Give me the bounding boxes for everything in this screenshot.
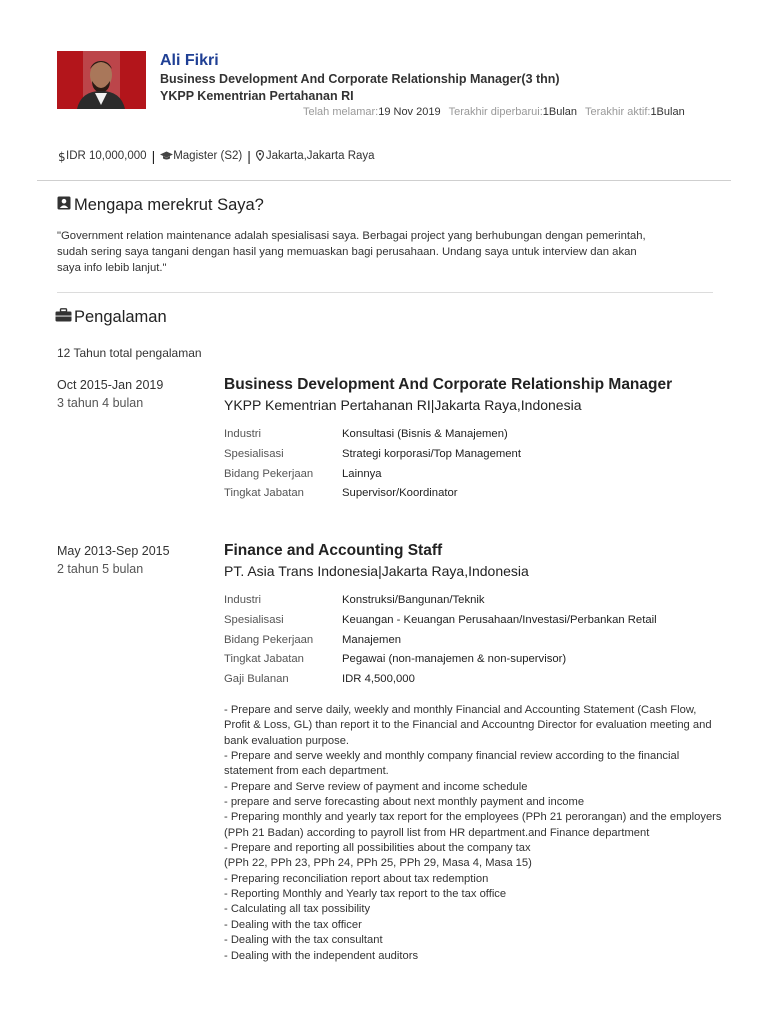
job-company: PT. Asia Trans Indonesia|Jakarta Raya,Indonesia: [224, 563, 529, 579]
description-line: - Prepare and serve daily, weekly and monthly Financial and Accounting Statement (Cash Flow, Profit & Loss, GL) than report it to the Financial and Accountng Director for evaluation meeting and bank evaluation purpose.: [224, 704, 712, 747]
description-line: - Prepare and serve weekly and monthly company financial review according to the financial statement from each department.: [224, 750, 680, 778]
job-details: [224, 594, 657, 693]
detail-value: Strategi korporasi/Top Management: [342, 447, 521, 460]
detail-row: [224, 653, 657, 673]
briefcase-icon: [55, 308, 72, 327]
separator: |: [247, 148, 251, 164]
description-line: - Preparing monthly and yearly tax report for the employees (PPh 21 perorangan) and the employers (PPh 21 Badan) according to payroll list from HR department.and Finance department: [224, 811, 722, 839]
job-date-range: May 2013-Sep 2015: [57, 544, 170, 558]
description-line: (PPh 22, PPh 23, PPh 24, PPh 25, PPh 29, Masa 4, Masa 15): [224, 857, 532, 870]
job-description: [224, 703, 724, 964]
detail-row: [224, 428, 521, 448]
detail-value: Keuangan - Keuangan Perusahaan/Investasi/Perbankan Retail: [342, 613, 657, 626]
detail-row: [224, 673, 657, 693]
detail-value: IDR 4,500,000: [342, 673, 415, 686]
updated-value: 1Bulan: [542, 106, 578, 118]
detail-label: Spesialisasi: [224, 613, 284, 626]
active-value: 1Bulan: [650, 106, 685, 118]
current-role: Business Development And Corporate Relationship Manager(3 thn): [160, 72, 560, 86]
separator: |: [151, 148, 156, 164]
candidate-location: Jakarta,Jakarta Raya: [265, 150, 375, 162]
profile-photo: [57, 51, 146, 109]
job-date-range: Oct 2015-Jan 2019: [57, 378, 164, 392]
profile-activity: [303, 106, 685, 118]
education-level: Magister (S2): [173, 150, 243, 162]
description-line: - Prepare and Serve review of payment and income schedule: [224, 780, 528, 793]
why-hire-heading: [57, 196, 264, 215]
detail-value: Lainnya: [342, 467, 382, 480]
detail-label: Spesialisasi: [224, 447, 284, 460]
active-label: Terakhir aktif:: [585, 106, 651, 118]
detail-label: Tingkat Jabatan: [224, 487, 304, 500]
graduation-cap-icon: [160, 150, 173, 162]
detail-row: [224, 614, 657, 634]
description-line: - Calculating all tax possibility: [224, 903, 371, 916]
experience-heading: [55, 308, 167, 327]
divider: [57, 292, 713, 293]
description-line: - Dealing with the tax officer: [224, 918, 362, 931]
detail-label: Bidang Pekerjaan: [224, 633, 314, 646]
divider: [37, 180, 731, 181]
job-title[interactable]: Business Development And Corporate Relationship Manager: [224, 376, 673, 393]
why-hire-title: Mengapa merekrut Saya?: [74, 196, 264, 214]
description-line: - Dealing with the independent auditors: [224, 949, 419, 962]
detail-label: Industri: [224, 428, 262, 440]
job-company: YKPP Kementrian Pertahanan RI|Jakarta Raya,Indonesia: [224, 397, 582, 413]
detail-value: Pegawai (non-manajemen & non-supervisor): [342, 653, 567, 666]
detail-row: [224, 487, 521, 507]
candidate-name[interactable]: Ali Fikri: [160, 52, 219, 69]
applied-value: 19 Nov 2019: [378, 106, 441, 118]
current-organization: YKPP Kementrian Pertahanan RI: [160, 89, 354, 103]
candidate-facts: [58, 148, 375, 164]
updated-label: Terakhir diperbarui:: [448, 106, 543, 118]
applied-label: Telah melamar:: [303, 106, 379, 118]
detail-value: Konstruksi/Bangunan/Teknik: [342, 594, 485, 606]
detail-row: [224, 594, 657, 614]
description-line: - Preparing reconciliation report about tax redemption: [224, 872, 489, 885]
detail-value: Supervisor/Koordinator: [342, 487, 458, 500]
experience-title: Pengalaman: [74, 308, 167, 326]
job-title[interactable]: Finance and Accounting Staff: [224, 542, 443, 559]
job-duration: 2 tahun 5 bulan: [57, 562, 144, 576]
detail-row: [224, 468, 521, 488]
total-experience: 12 Tahun total pengalaman: [57, 346, 202, 360]
description-line: - Reporting Monthly and Yearly tax report to the tax office: [224, 888, 507, 901]
expected-salary: IDR 10,000,000: [66, 150, 147, 162]
location-pin-icon: [256, 150, 264, 162]
detail-value: Manajemen: [342, 633, 402, 646]
why-hire-quote: "Government relation maintenance adalah spesialisasi saya. Berbagai project yang berhubungan dengan pemerintah, sudah sering saya tangani dengan hasil yang memuaskan bagi perusahaan. Undang saya untuk interview dan akan saya info lebib lanjut.": [57, 230, 646, 274]
description-line: - Dealing with the tax consultant: [224, 934, 383, 947]
detail-value: Konsultasi (Bisnis & Manajemen): [342, 428, 508, 440]
person-card-icon: [57, 196, 71, 215]
description-line: - prepare and serve forecasting about next monthly payment and income: [224, 796, 585, 809]
job-duration: 3 tahun 4 bulan: [57, 396, 144, 410]
detail-label: Tingkat Jabatan: [224, 653, 304, 666]
detail-label: Industri: [224, 594, 262, 606]
detail-label: Gaji Bulanan: [224, 673, 289, 686]
detail-row: [224, 634, 657, 654]
dollar-icon: [58, 149, 66, 163]
description-line: - Prepare and reporting all possibilities about the company tax: [224, 842, 531, 855]
svg-text:$: $: [58, 150, 66, 163]
job-details: [224, 428, 521, 507]
detail-row: [224, 448, 521, 468]
avatar: [57, 51, 146, 109]
detail-label: Bidang Pekerjaan: [224, 467, 314, 480]
